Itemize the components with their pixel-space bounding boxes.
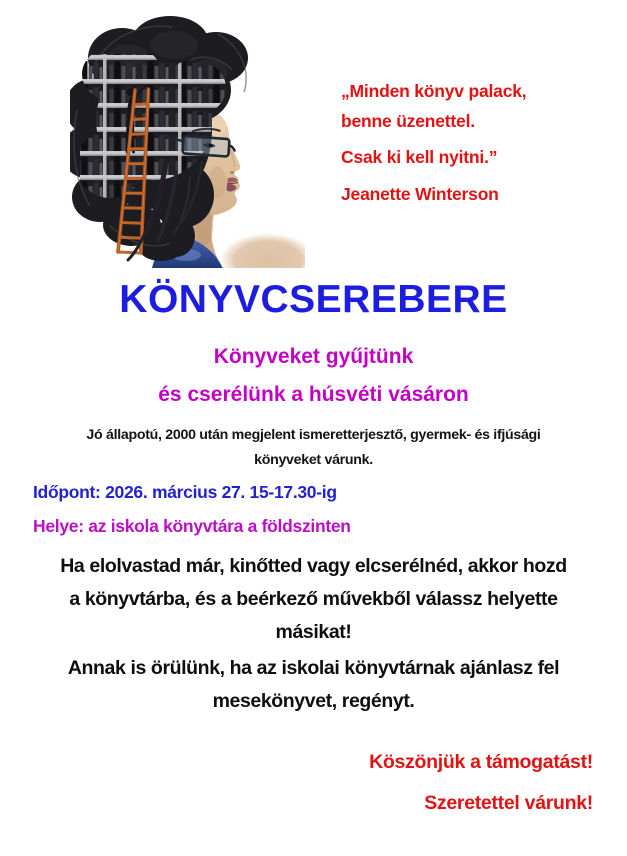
body-paragraph1-line2: a könyvtárba, és a beérkező művekből válassz helyette bbox=[69, 588, 558, 610]
woman-bookshelf-illustration bbox=[70, 12, 305, 268]
event-time: Időpont: 2026. március 27. 15-17.30-ig bbox=[33, 482, 337, 502]
closing-line-2: Szeretettel várunk! bbox=[424, 792, 593, 814]
quote-line-1: „Minden könyv palack, bbox=[341, 81, 527, 101]
event-place: Helye: az iskola könyvtára a földszinten bbox=[33, 516, 351, 536]
shoulder-arm-skin bbox=[220, 233, 305, 268]
intro-line-2: könyveket várunk. bbox=[254, 452, 373, 468]
page-title: KÖNYVCSEREBERE bbox=[119, 278, 508, 321]
subtitle-line-1: Könyveket gyűjtünk bbox=[213, 345, 414, 368]
body-paragraph2-line1: Annak is örülünk, ha az iskolai könyvtárnak ajánlasz fel bbox=[67, 657, 560, 679]
intro-line-1: Jó állapotú, 2000 után megjelent ismeretterjesztő, gyermek- és ifjúsági bbox=[86, 427, 541, 443]
closing-line-1: Köszönjük a támogatást! bbox=[369, 751, 593, 773]
quote-author: Jeanette Winterson bbox=[341, 184, 499, 204]
body-paragraph1-line3: másikat! bbox=[275, 621, 352, 643]
subtitle-line-2: és cserélünk a húsvéti vásáron bbox=[158, 383, 469, 406]
body-paragraph1-line1: Ha elolvastad már, kinőtted vagy elcserélnéd, akkor hozd bbox=[60, 555, 567, 577]
body-paragraph2-line2: mesekönyvet, regényt. bbox=[212, 690, 415, 712]
quote-line-2: benne üzenettel. bbox=[341, 111, 475, 131]
quote-line-3: Csak ki kell nyitni.” bbox=[341, 147, 498, 167]
